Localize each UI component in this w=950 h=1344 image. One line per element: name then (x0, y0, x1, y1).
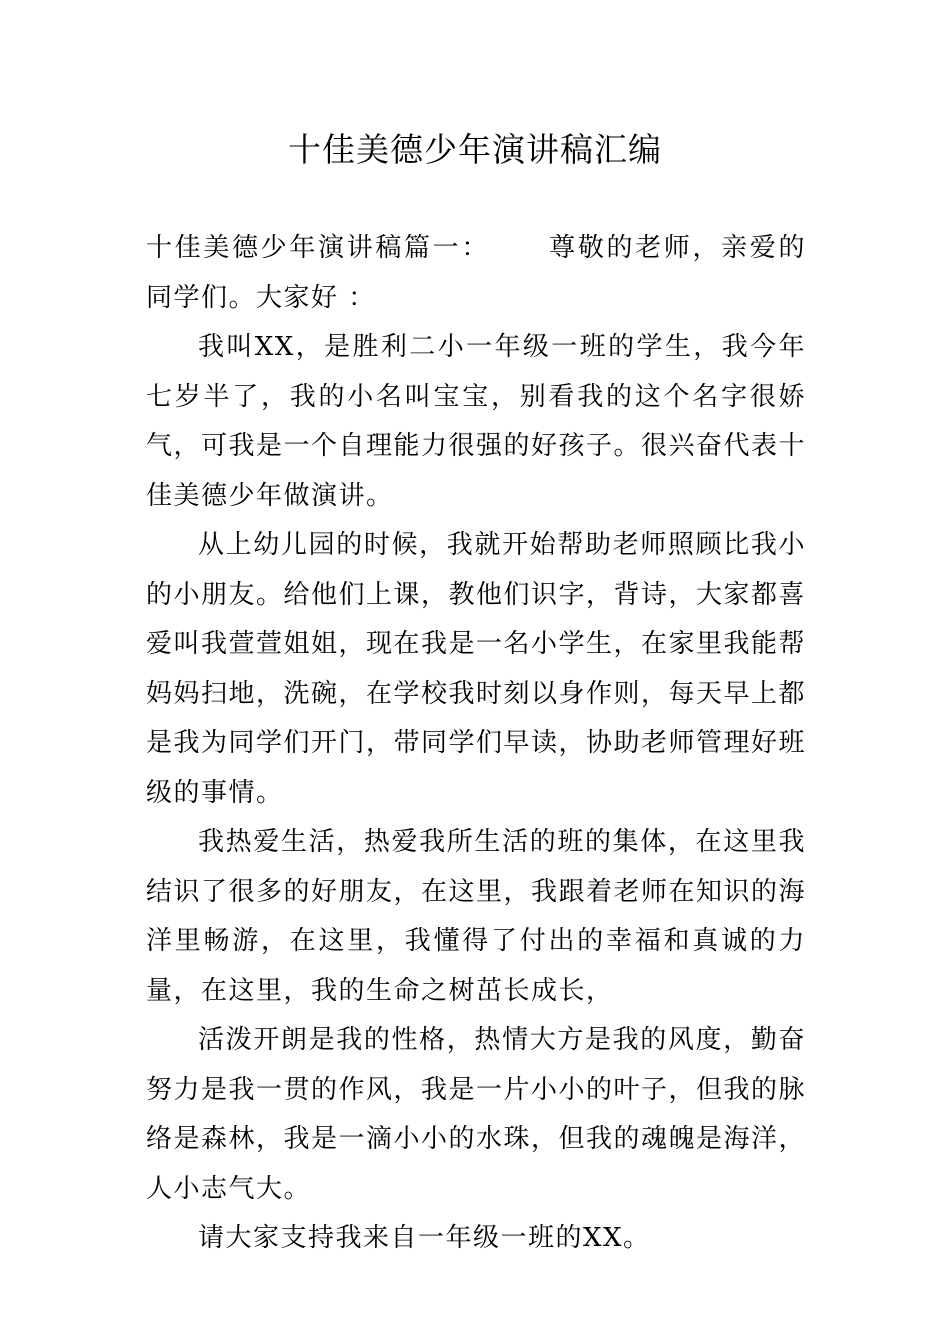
document-body (146, 224, 806, 1264)
body-paragraph-1: 我叫XX，是胜利二小一年级一班的学生，我今年七岁半了，我的小名叫宝宝，别看我的这个名字很娇气，可我是一个自理能力很强的好孩子。很兴奋代表十佳美德少年做演讲。 (146, 332, 807, 511)
body-paragraph-2: 从上幼儿园的时候，我就开始帮助老师照顾比我小的小朋友。给他们上课，教他们识字，背诗，大家都喜爱叫我萱萱姐姐，现在我是一名小学生，在家里我能帮妈妈扫地，洗碗，在学校我时刻以身作则，每天早上都是我为同学们开门，带同学们早读，协助老师管理好班级的事情。 (146, 530, 807, 808)
intro-label: 十佳美德少年演讲稿篇一： (146, 233, 490, 263)
intro-paragraph (146, 224, 806, 323)
intro-text: 尊敬的老师，亲爱的同学们。大家好 ： (146, 233, 806, 313)
body-paragraph-4: 活泼开朗是我的性格，热情大方是我的风度，勤奋努力是我一贯的作风，我是一片小小的叶子，但我的脉络是森林，我是一滴小小的水珠，但我的魂魄是海洋，人小志气大。 (146, 1025, 807, 1204)
body-paragraph-5: 请大家支持我来自一年级一班的XX。 (198, 1223, 651, 1253)
body-paragraph-3: 我热爱生活，热爱我所生活的班的集体，在这里我结识了很多的好朋友，在这里，我跟着老师在知识的海洋里畅游，在这里，我懂得了付出的幸福和真诚的力量，在这里，我的生命之树茁长成长， (146, 827, 807, 1006)
document-title: 十佳美德少年演讲稿汇编 (288, 130, 662, 169)
